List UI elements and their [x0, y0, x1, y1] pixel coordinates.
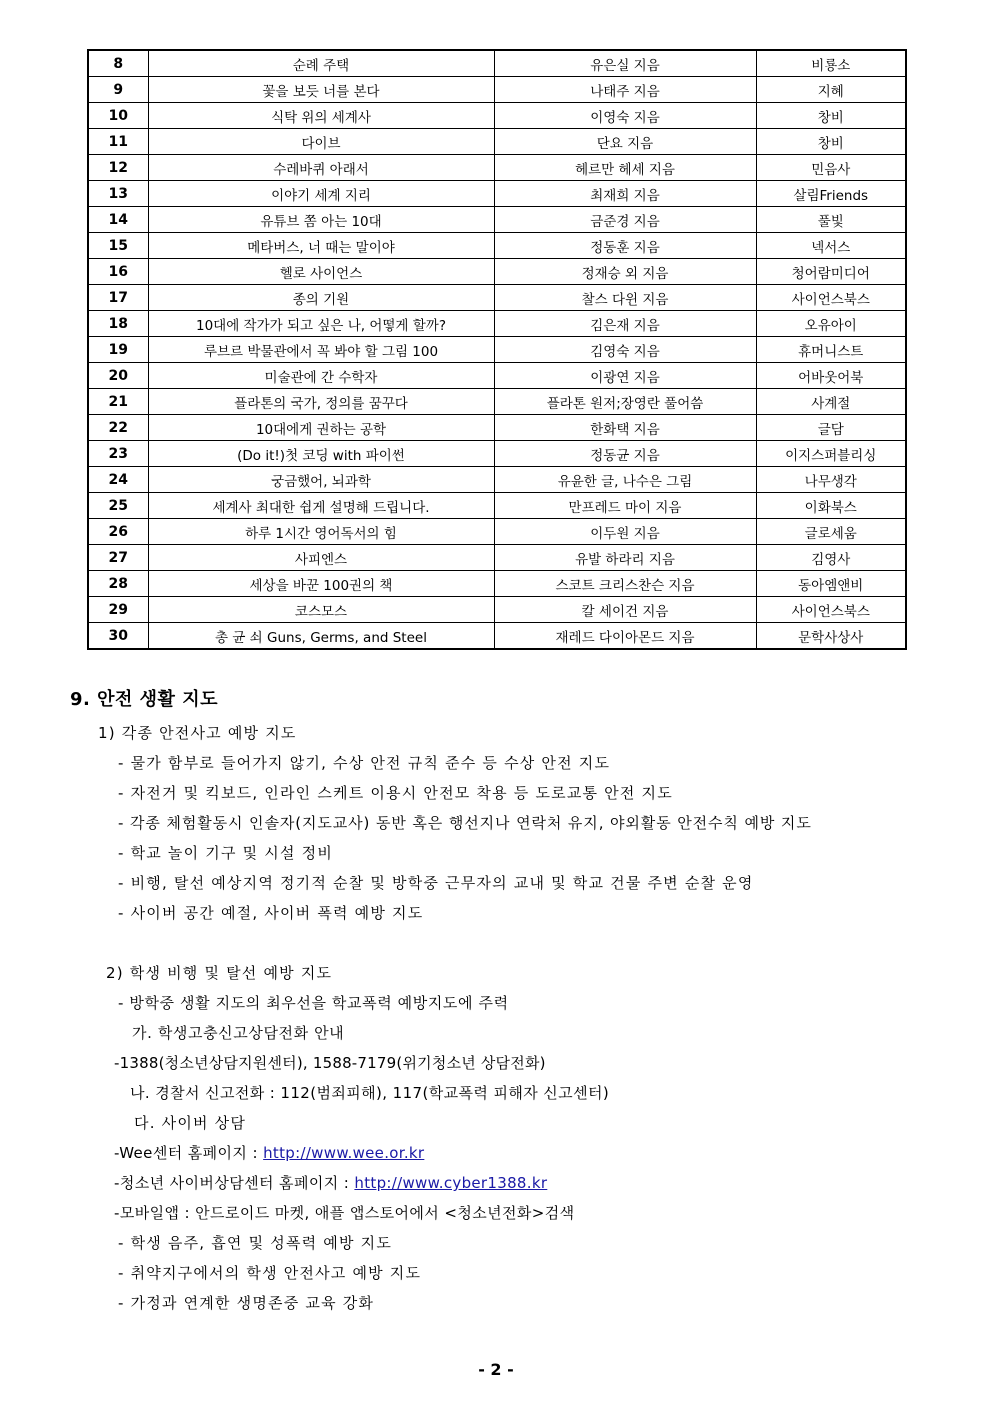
list-item: -1388(청소년상담지원센터), 1588-7179(위기청소년 상담전화): [114, 1054, 546, 1072]
list-item: [114, 1172, 547, 1193]
table-row: [88, 493, 906, 519]
book-title: 사피엔스: [148, 545, 494, 571]
book-publisher: 이지스퍼블리싱: [756, 441, 906, 467]
subsection-2-heading: 2) 학생 비행 및 탈선 예방 지도: [106, 964, 333, 982]
book-number: 16: [88, 259, 148, 285]
book-number: 17: [88, 285, 148, 311]
book-publisher: 사이언스북스: [756, 597, 906, 623]
book-number: 25: [88, 493, 148, 519]
book-author: 정동훈 지음: [494, 233, 756, 259]
list-item: - 사이버 공간 예절, 사이버 폭력 예방 지도: [118, 904, 424, 922]
book-title: 순례 주택: [148, 50, 494, 77]
list-item: [114, 1142, 424, 1163]
book-number: 12: [88, 155, 148, 181]
book-author: 이두원 지음: [494, 519, 756, 545]
book-publisher: 창비: [756, 103, 906, 129]
book-publisher: 살림Friends: [756, 181, 906, 207]
book-publisher: 지혜: [756, 77, 906, 103]
book-publisher: 김영사: [756, 545, 906, 571]
book-number: 23: [88, 441, 148, 467]
book-publisher: 비룡소: [756, 50, 906, 77]
table-row: [88, 389, 906, 415]
book-number: 18: [88, 311, 148, 337]
table-row: [88, 50, 906, 77]
list-item: - 물가 함부로 들어가지 않기, 수상 안전 규칙 준수 등 수상 안전 지도: [118, 754, 611, 772]
book-number: 19: [88, 337, 148, 363]
list-item: - 학생 음주, 흡연 및 성폭력 예방 지도: [118, 1234, 393, 1252]
book-number: 22: [88, 415, 148, 441]
book-author: 정재승 외 지음: [494, 259, 756, 285]
table-row: [88, 155, 906, 181]
table-row: [88, 181, 906, 207]
book-title: 종의 기원: [148, 285, 494, 311]
book-title: 유튜브 쫌 아는 10대: [148, 207, 494, 233]
book-number: 24: [88, 467, 148, 493]
book-number: 10: [88, 103, 148, 129]
book-author: 유발 하라리 지음: [494, 545, 756, 571]
book-author: 유윤한 글, 나수은 그림: [494, 467, 756, 493]
book-title: 꽃을 보듯 너를 본다: [148, 77, 494, 103]
book-author: 금준경 지음: [494, 207, 756, 233]
table-row: [88, 337, 906, 363]
book-publisher: 사계절: [756, 389, 906, 415]
book-author: 만프레드 마이 지음: [494, 493, 756, 519]
book-publisher: 오유아이: [756, 311, 906, 337]
book-title: 세상을 바꾼 100권의 책: [148, 571, 494, 597]
book-title: 하루 1시간 영어독서의 힘: [148, 519, 494, 545]
book-publisher: 청어람미디어: [756, 259, 906, 285]
table-row: [88, 519, 906, 545]
list-item: - 학교 놀이 기구 및 시설 정비: [118, 844, 334, 862]
table-row: [88, 545, 906, 571]
book-publisher: 문학사상사: [756, 623, 906, 650]
table-row: [88, 103, 906, 129]
table-row: [88, 623, 906, 650]
book-publisher: 넥서스: [756, 233, 906, 259]
book-number: 13: [88, 181, 148, 207]
book-publisher: 나무생각: [756, 467, 906, 493]
book-author: 이광연 지음: [494, 363, 756, 389]
book-author: 나태주 지음: [494, 77, 756, 103]
book-title: 식탁 위의 세계사: [148, 103, 494, 129]
book-publisher: 어바웃어북: [756, 363, 906, 389]
book-author: 재레드 다이아몬드 지음: [494, 623, 756, 650]
list-item: - 가정과 연계한 생명존중 교육 강화: [118, 1294, 375, 1312]
book-title: 세계사 최대한 쉽게 설명해 드립니다.: [148, 493, 494, 519]
book-number: 29: [88, 597, 148, 623]
list-item: 가. 학생고충신고상담전화 안내: [132, 1024, 345, 1042]
wee-link[interactable]: http://www.wee.or.kr: [263, 1144, 425, 1162]
book-author: 김은재 지음: [494, 311, 756, 337]
list-item: 나. 경찰서 신고전화 : 112(범죄피해), 117(학교폭력 피해자 신고센터): [130, 1084, 610, 1102]
book-number: 27: [88, 545, 148, 571]
book-number: 14: [88, 207, 148, 233]
book-publisher: 이화북스: [756, 493, 906, 519]
book-author: 헤르만 헤세 지음: [494, 155, 756, 181]
book-author: 단요 지음: [494, 129, 756, 155]
table-row: [88, 285, 906, 311]
book-number: 21: [88, 389, 148, 415]
book-publisher: 동아엠앤비: [756, 571, 906, 597]
book-publisher: 창비: [756, 129, 906, 155]
book-author: 한화택 지음: [494, 415, 756, 441]
page-number: - 2 -: [478, 1360, 514, 1379]
book-publisher: 민음사: [756, 155, 906, 181]
list-item: - 비행, 탈선 예상지역 정기적 순찰 및 방학중 근무자의 교내 및 학교 건물 주변 순찰 운영: [118, 874, 754, 892]
table-row: [88, 311, 906, 337]
table-row: [88, 233, 906, 259]
book-number: 9: [88, 77, 148, 103]
table-row: [88, 441, 906, 467]
book-title: 미술관에 간 수학자: [148, 363, 494, 389]
table-row: [88, 597, 906, 623]
table-row: [88, 129, 906, 155]
table-row: [88, 259, 906, 285]
book-publisher: 글로세움: [756, 519, 906, 545]
table-row: [88, 363, 906, 389]
book-publisher: 풀빛: [756, 207, 906, 233]
book-author: 칼 세이건 지음: [494, 597, 756, 623]
book-title: 플라톤의 국가, 정의를 꿈꾸다: [148, 389, 494, 415]
book-number: 8: [88, 50, 148, 77]
book-title: 다이브: [148, 129, 494, 155]
book-number: 20: [88, 363, 148, 389]
book-number: 28: [88, 571, 148, 597]
book-list-table: [87, 49, 907, 650]
list-item: - 각종 체험활동시 인솔자(지도교사) 동반 혹은 행선지나 연락처 유지, 야외활동 안전수칙 예방 지도: [118, 814, 812, 832]
list-item: 다. 사이버 상담: [134, 1114, 247, 1132]
book-publisher: 휴머니스트: [756, 337, 906, 363]
table-row: [88, 415, 906, 441]
table-row: [88, 467, 906, 493]
book-author: 이영숙 지음: [494, 103, 756, 129]
book-list-body: [88, 50, 906, 649]
cyber1388-link[interactable]: http://www.cyber1388.kr: [354, 1174, 548, 1192]
book-number: 26: [88, 519, 148, 545]
table-row: [88, 77, 906, 103]
list-item: - 취약지구에서의 학생 안전사고 예방 지도: [118, 1264, 422, 1282]
book-number: 15: [88, 233, 148, 259]
book-title: 10대에 작가가 되고 싶은 나, 어떻게 할까?: [148, 311, 494, 337]
book-title: 궁금했어, 뇌과학: [148, 467, 494, 493]
book-title: 루브르 박물관에서 꼭 봐야 할 그림 100: [148, 337, 494, 363]
subsection-1-heading: 1) 각종 안전사고 예방 지도: [98, 724, 297, 742]
section-title: 9. 안전 생활 지도: [70, 689, 218, 710]
book-title: 수레바퀴 아래서: [148, 155, 494, 181]
book-author: 플라톤 원저;장영란 풀어씀: [494, 389, 756, 415]
book-title: 코스모스: [148, 597, 494, 623]
table-row: [88, 571, 906, 597]
book-author: 최재희 지음: [494, 181, 756, 207]
book-number: 11: [88, 129, 148, 155]
book-author: 김영숙 지음: [494, 337, 756, 363]
book-publisher: 글담: [756, 415, 906, 441]
list-item: -모바일앱 : 안드로이드 마켓, 애플 앱스토어에서 <청소년전화>검색: [114, 1204, 575, 1222]
wee-label: -Wee센터 홈페이지 :: [114, 1144, 264, 1162]
book-publisher: 사이언스북스: [756, 285, 906, 311]
book-number: 30: [88, 623, 148, 650]
book-title: 헬로 사이언스: [148, 259, 494, 285]
book-title: (Do it!)첫 코딩 with 파이썬: [148, 441, 494, 467]
book-author: 유은실 지음: [494, 50, 756, 77]
list-item: - 자전거 및 킥보드, 인라인 스케트 이용시 안전모 착용 등 도로교통 안전 지도: [118, 784, 673, 802]
cyber1388-label: -청소년 사이버상담센터 홈페이지 :: [114, 1174, 355, 1192]
book-author: 정동균 지음: [494, 441, 756, 467]
list-item: - 방학중 생활 지도의 최우선을 학교폭력 예방지도에 주력: [118, 994, 509, 1012]
book-title: 이야기 세계 지리: [148, 181, 494, 207]
book-title: 메타버스, 너 때는 말이야: [148, 233, 494, 259]
table-row: [88, 207, 906, 233]
book-title: 10대에게 권하는 공학: [148, 415, 494, 441]
book-title: 총 균 쇠 Guns, Germs, and Steel: [148, 623, 494, 650]
book-author: 스코트 크리스찬슨 지음: [494, 571, 756, 597]
book-author: 찰스 다윈 지음: [494, 285, 756, 311]
